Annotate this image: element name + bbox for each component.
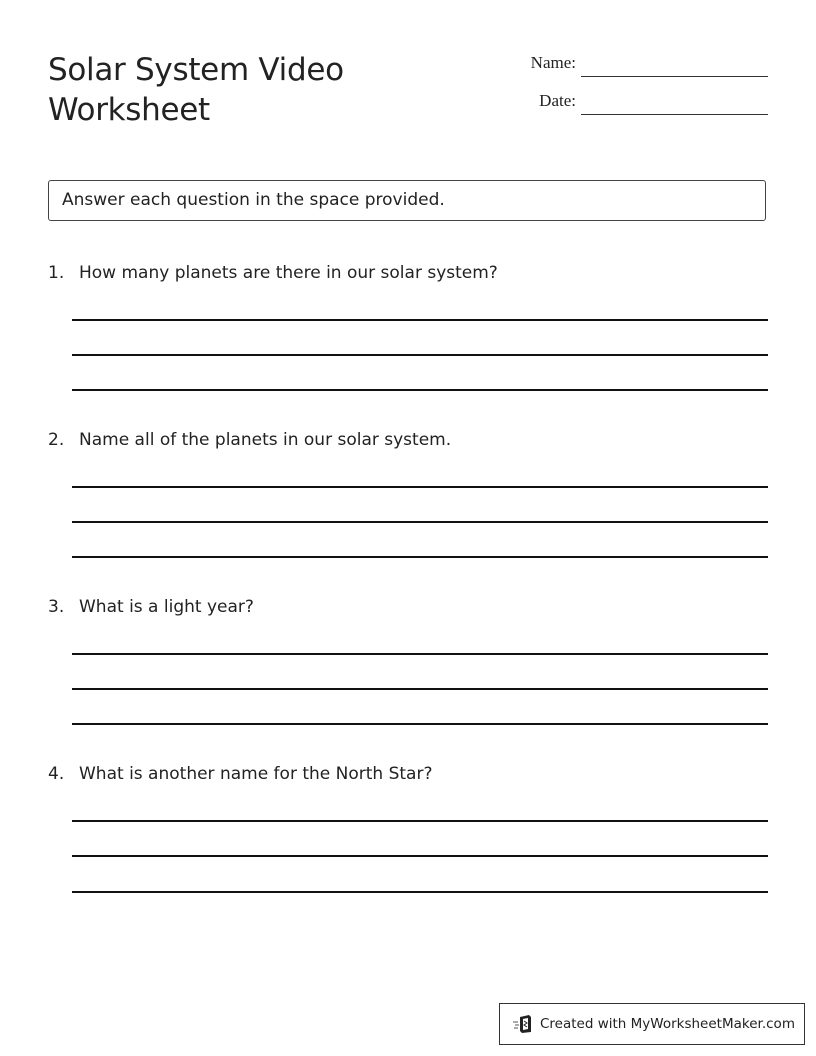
question-text: What is another name for the North Star?	[79, 764, 433, 784]
question-text: What is a light year?	[79, 597, 254, 617]
title-line-1: Solar System Video	[48, 52, 344, 88]
date-field	[480, 91, 576, 115]
footer-text: Created with MyWorksheetMaker.com	[540, 1016, 795, 1032]
name-label: Name:	[530, 53, 576, 72]
name-input-line[interactable]	[581, 76, 768, 77]
name-field	[480, 53, 576, 77]
question-text: Name all of the planets in our solar system.	[79, 430, 452, 450]
answer-line[interactable]	[72, 389, 768, 391]
answer-line[interactable]	[72, 855, 768, 857]
date-label: Date:	[539, 91, 576, 110]
answer-line[interactable]	[72, 319, 768, 321]
answer-line[interactable]	[72, 891, 768, 893]
answer-line[interactable]	[72, 521, 768, 523]
footer-credit	[499, 1003, 805, 1045]
answer-line[interactable]	[72, 556, 768, 558]
question-number: 2.	[48, 430, 65, 450]
date-input-line[interactable]	[581, 114, 768, 115]
question-text: How many planets are there in our solar system?	[79, 263, 498, 283]
page-title	[48, 50, 344, 130]
answer-line[interactable]	[72, 688, 768, 690]
answer-line[interactable]	[72, 354, 768, 356]
question-number: 4.	[48, 764, 65, 784]
answer-line[interactable]	[72, 486, 768, 488]
answer-line[interactable]	[72, 820, 768, 822]
instructions-box: Answer each question in the space provided.	[48, 180, 766, 221]
title-line-2: Worksheet	[48, 92, 210, 128]
worksheet-maker-logo-icon	[512, 1014, 534, 1034]
answer-line[interactable]	[72, 653, 768, 655]
answer-line[interactable]	[72, 723, 768, 725]
question-number: 3.	[48, 597, 65, 617]
question-number: 1.	[48, 263, 65, 283]
